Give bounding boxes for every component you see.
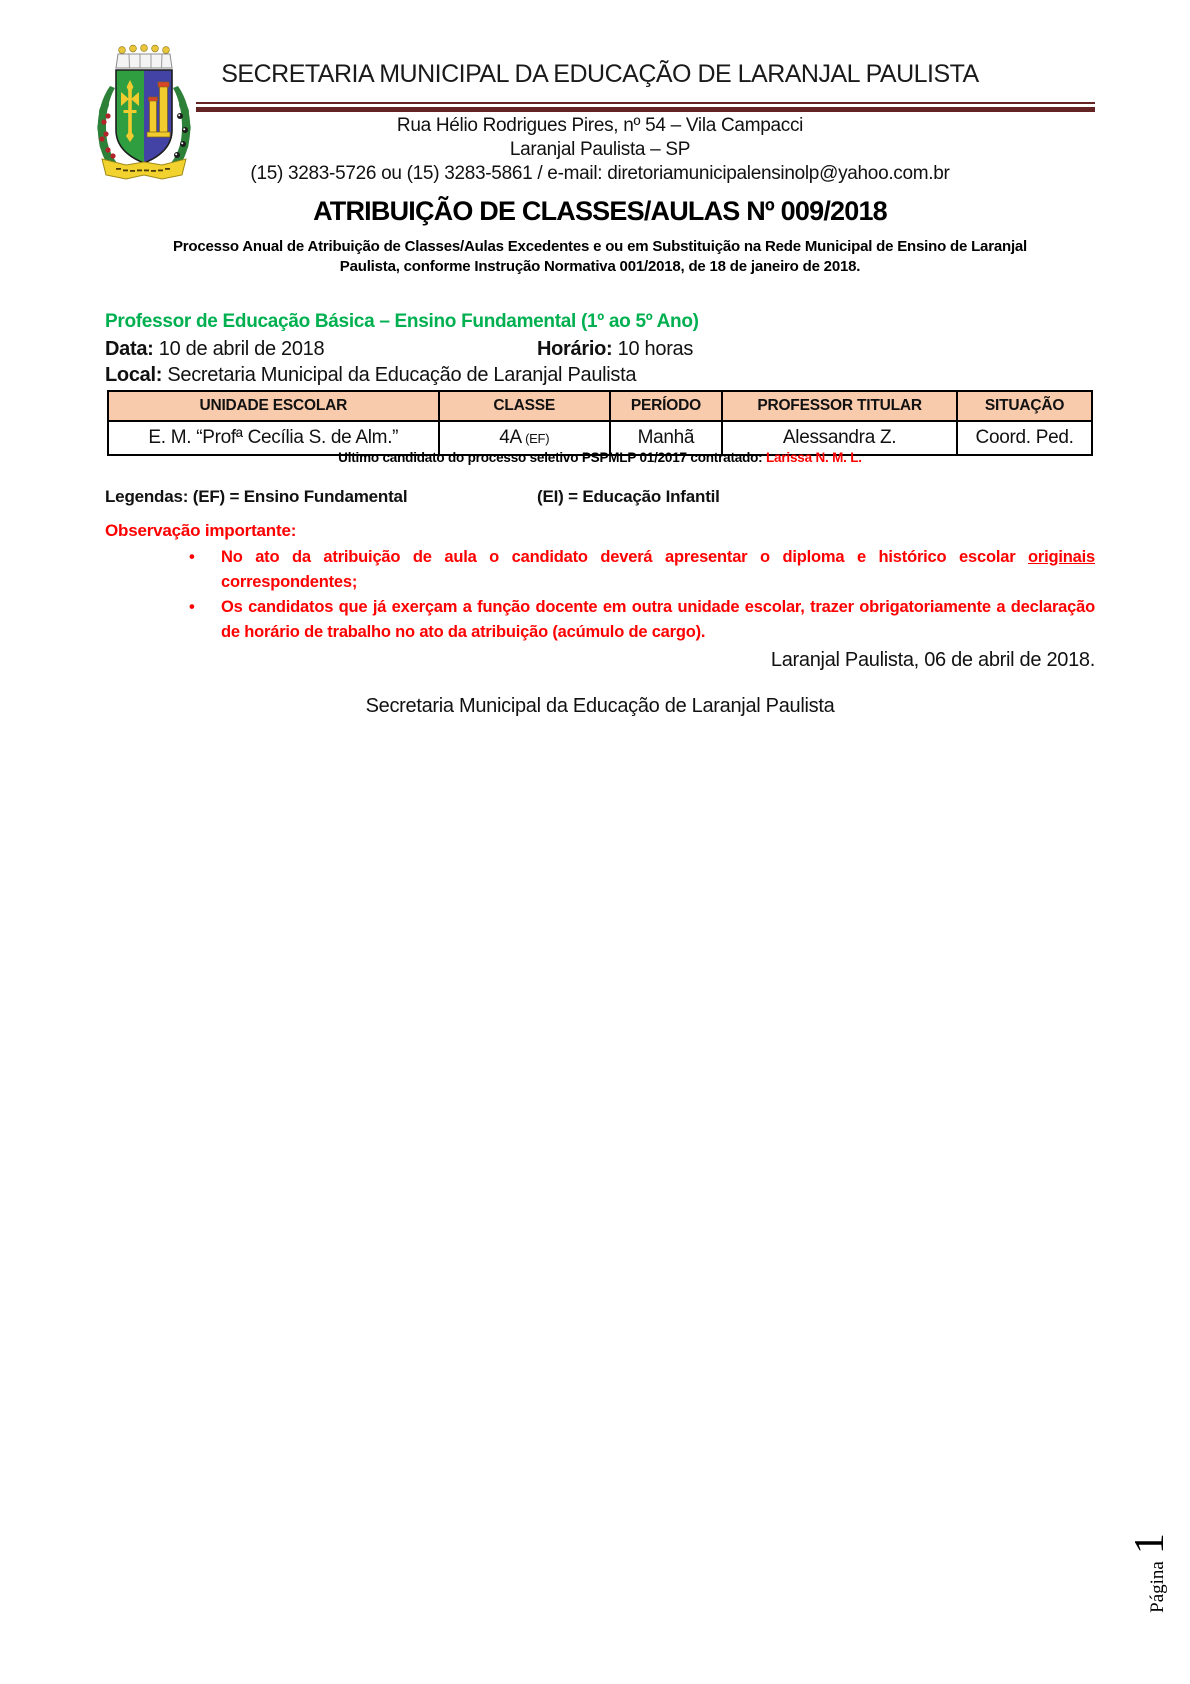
notes-heading: Observação importante:: [105, 521, 297, 540]
signature-line: Secretaria Municipal da Educação de Laranjal Paulista: [365, 695, 835, 717]
cell-professor-titular: Alessandra Z.: [722, 421, 957, 455]
footnote-contracted-name: Larissa N. M. L.: [766, 450, 862, 465]
bullet-1-segment: No ato da atribuição de aula o candidato deverá apresentar o diploma e histórico escolar: [221, 548, 1029, 566]
rule-thick-line: [196, 107, 1095, 112]
assignment-table: [107, 390, 1093, 456]
table-header-row: [108, 391, 1092, 421]
note-bullet-2: [189, 595, 1095, 645]
time-label: Horário:: [537, 338, 613, 360]
document-title: ATRIBUIÇÃO DE CLASSES/AULAS Nº 009/2018: [313, 196, 887, 226]
role-heading: Professor de Educação Básica – Ensino Fundamental (1º ao 5º Ano): [105, 311, 699, 332]
page-number: 1: [1127, 1533, 1173, 1555]
page-footer: [1129, 1526, 1173, 1620]
note-bullet-1-text: [221, 545, 1095, 595]
note-bullet-1: [189, 545, 1095, 595]
address-block: [105, 114, 1095, 186]
closing-date-line: Laranjal Paulista, 06 de abril de 2018.: [770, 649, 1095, 671]
col-header-periodo: PERÍODO: [610, 391, 722, 421]
cell-situacao: Coord. Ped.: [957, 421, 1092, 455]
col-header-situacao: SITUAÇÃO: [957, 391, 1092, 421]
col-header-classe: CLASSE: [439, 391, 610, 421]
location-label: Local:: [105, 364, 163, 386]
address-line-1: Rua Hélio Rodrigues Pires, nº 54 – Vila Campacci: [396, 115, 804, 136]
time-field: [537, 338, 693, 361]
document-subtitle: Processo Anual de Atribuição de Classes/Aulas Excedentes e ou em Substituição na Rede Municipal de Ensino de Laranjal Paulista, conforme Instrução Normativa 001/2018, de 18 de janeiro de 2018.: [172, 238, 1028, 275]
org-name: SECRETARIA MUNICIPAL DA EDUCAÇÃO DE LARANJAL PAULISTA: [221, 60, 979, 88]
address-line-2: Laranjal Paulista – SP: [509, 139, 691, 160]
bullet-1-underlined-word: originais: [1028, 548, 1095, 566]
date-value: 10 de abril de 2018: [153, 338, 325, 360]
date-label: Data:: [105, 338, 154, 360]
classe-suffix: (EF): [521, 431, 550, 446]
legend-row: [105, 487, 1095, 507]
legend-ef: Legendas: (EF) = Ensino Fundamental: [105, 487, 408, 506]
page-label: Página: [1147, 1561, 1168, 1613]
note-bullet-2-text: Os candidatos que já exerçam a função docente em outra unidade escolar, trazer obrigatoriamente a declaração de horário de trabalho no ato da atribuição (acúmulo de cargo).: [221, 598, 1095, 641]
classe-value: 4A: [499, 427, 522, 448]
date-time-row: [105, 338, 1095, 361]
time-value: 10 horas: [612, 338, 694, 360]
bullet-icon: •: [189, 598, 195, 616]
bullet-1-segment-end: correspondentes;: [221, 573, 358, 591]
footnote-text: Ultimo candidato do processo seletivo PSPMLP 01/2017 contratado:: [338, 450, 767, 465]
location-field: [105, 364, 636, 387]
col-header-professor-titular: PROFESSOR TITULAR: [722, 391, 957, 421]
legend-ei: (EI) = Educação Infantil: [537, 487, 720, 506]
cell-periodo: Manhã: [610, 421, 722, 455]
header-divider-rule: [196, 102, 1095, 112]
col-header-unidade-escolar: UNIDADE ESCOLAR: [108, 391, 439, 421]
bullet-icon: •: [189, 548, 195, 566]
cell-unidade-escolar: E. M. “Profª Cecília S. de Alm.”: [108, 421, 439, 455]
date-field: [105, 338, 537, 361]
location-row: [105, 364, 1095, 387]
contact-line: (15) 3283-5726 ou (15) 3283-5861 / e-mail: diretoriamunicipalensinolp@yahoo.com.br: [250, 163, 950, 184]
table-footnote: [105, 450, 1095, 465]
location-value: Secretaria Municipal da Educação de Laranjal Paulista: [162, 364, 637, 386]
